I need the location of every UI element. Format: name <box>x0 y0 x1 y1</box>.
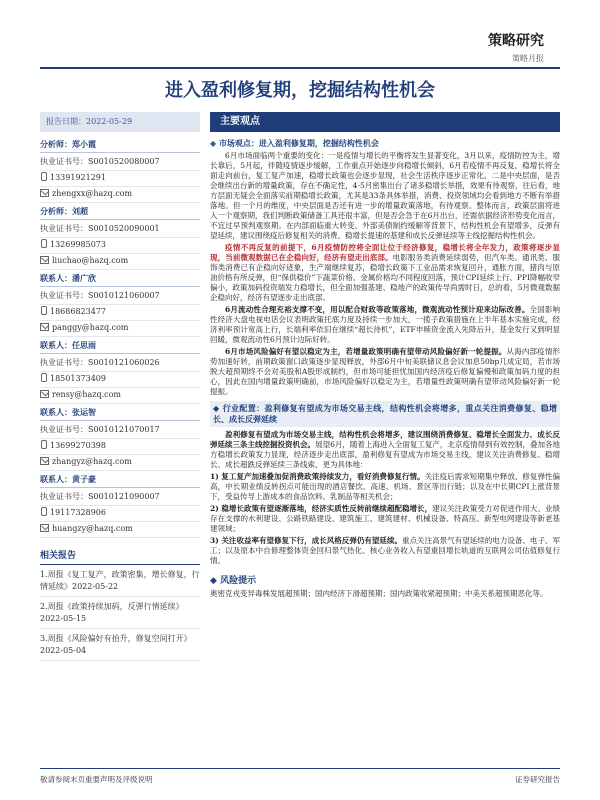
header-rule <box>40 67 560 69</box>
author-email[interactable]: huangzy@hazq.com <box>52 524 133 533</box>
footer-rule <box>40 768 560 769</box>
paragraph: 疫情不再反复的前提下，6月疫情防控将全面让位于经济修复，稳增长将全年发力，政策将逐步显现，当前微观数据已在企稳向好，经济有望走出底部。电影服务类消费延续弱势，但汽车类、通讯类、服饰类消费已有企稳向好迹象，生产端继续复苏，稳增长政策下工业品需求恢复回升，通胀方面，猪肉与原油价格有所反弹，但“保供稳价”下蔬菜价格、金属价格均不同程度回落，预计CPI延续上行、PPI降幅收窄偏小，政策加码投资端发力稳增长，但全面加强基建、稳地产的政策传导尚需时日，总的看，5月微观数据企稳向好，经济有望逐步走出底部。 <box>210 243 561 302</box>
author-license: 执业证书号：S0010121070017 <box>40 423 200 439</box>
author-card <box>40 137 200 203</box>
author-phone-row <box>40 506 200 522</box>
risk-text: 奥密克戎变异毒株发展超预期；国内经济下滑超预期；国内政策收紧超预期；中美关系超预期恶化等。 <box>210 589 548 598</box>
list-item: 2) 稳增长政策有望逐渐落地，经济实质性反转前继续超配稳增长，建议关注政策受力对促进作用大、业绩存在支撑的水利建设、公路铁路建设、建筑施工、建筑建材、机械设备、特高压、新型电网建设等新老基建领域； <box>210 504 560 533</box>
author-email[interactable]: rensy@hazq.com <box>52 390 122 399</box>
author-license: 执业证书号：S0010121090007 <box>40 490 200 506</box>
author-email-row <box>40 455 200 471</box>
author-phone: 13391921291 <box>50 173 106 182</box>
author-role: 分析师：刘超 <box>40 204 200 220</box>
emphasis-text: 疫情不再反复的前提下，6月疫情防控将全面让位于经济修复，稳增长将全年发力，政策将逐步显现，当前微观数据已在企稳向好，经济有望走出底部。 <box>210 243 560 262</box>
author-phone-row <box>40 238 200 254</box>
author-phone-row <box>40 305 200 321</box>
author-sidebar <box>40 137 200 661</box>
author-email-row <box>40 254 200 270</box>
phone-icon <box>41 172 47 181</box>
emphasis-text: 盈利修复有望成为市场交易主线，结构性机会将增多，建议围绕消费修复、稳增长全面发力、成长反弹延续三条主线挖掘投资机会。 <box>210 430 560 449</box>
author-phone: 18686823477 <box>50 307 106 316</box>
author-role: 分析师：郑小霞 <box>40 137 200 153</box>
author-license: 执业证书号：S0010520080007 <box>40 155 200 171</box>
author-role: 联系人：黄子豪 <box>40 472 200 488</box>
section-heading-market: ◆ 市场观点：进入盈利修复期，挖掘结构性机会 <box>210 138 379 148</box>
author-license: 执业证书号：S0010121060007 <box>40 289 200 305</box>
author-license: 执业证书号：S0010520090001 <box>40 222 200 238</box>
triangle-bullet-icon: ◆ <box>210 138 219 148</box>
list-item: 3) 关注收益率有望修复下行，成长风格反弹仍有望延续。重点关注高景气有望延续的电力设备、电子、军工；以及原本中自修理整体资金回归景气热化、核心业务收入有望重回增长轨道的互联网公司估值修复行情。 <box>210 536 560 565</box>
author-email-row <box>40 388 200 404</box>
phone-icon <box>41 373 47 382</box>
author-phone: 13269985073 <box>50 240 106 249</box>
mail-icon <box>40 256 49 264</box>
mail-icon <box>40 323 49 331</box>
paragraph: 6月流动性合理充裕支撑不变，用以配合财政等政策落地，微观流动性预计迎来边际改善。全国影响性经济大盘电视电话会议表明政策托底力度及持续一步加大，一揽子政策措施在上半年基本实施完成，经济利率预计宽高上行，长端利率依旧在继续“超长待机”，ETF申赎资金流入先降后升，基金发行又到明显回暖，微观流动性6月预计边际好转。 <box>210 305 561 344</box>
paragraph: 6月市场风险偏好有望以稳定为主，若增量政策明确有望带动风险偏好新一轮提振。从海内部疫情形势加速好转，前期政策窗口政策逐步显现释放，外部6月中旬美联储议息会议加息50bp几成定局，若市场脱大超预期终不会对美股和A股形成制约，但市场可能担忧加国内经济疫后修复偏慢和政策加码力度的担心，因此在国内增量政策明确前，市场风险偏好以稳定为主，若增量性政策明确有望带动风险偏好新一轮提振。 <box>210 347 561 396</box>
author-card <box>40 338 200 404</box>
emphasis-text: 6月市场风险偏好有望以稳定为主，若增量政策明确有望带动风险偏好新一轮提振。 <box>225 347 507 356</box>
phone-icon <box>41 440 47 449</box>
report-date: 报告日期：2022-05-29 <box>40 112 200 132</box>
author-card <box>40 405 200 471</box>
author-phone: 19117328906 <box>50 508 106 517</box>
main-content <box>210 136 560 599</box>
phone-icon <box>41 239 47 248</box>
triangle-bullet-icon: ◆ <box>213 403 223 413</box>
brand-block <box>488 30 544 64</box>
main-views-heading: 主要观点 <box>210 112 560 132</box>
author-phone-row <box>40 171 200 187</box>
emphasis-text: 6月流动性合理充裕支撑不变，用以配合财政等政策落地，微观流动性预计迎来边际改善。 <box>225 305 530 314</box>
paragraph: 6月市场面临两个重要的变化：一是疫情与增长的平衡将发生显著变化，3月以来，疫情防控为主，增长靠后，5月起，伴随疫情逐步缓解，工作重点开始逐步向稳增长倾斜，6月若疫情不再反复，稳增长将全面走向前台，复工复产加速，稳增长政策也会逐步显现，社会生活秩序逐步正常化，二是中央层面，是否会继续出台新的增量政策，存在不确定性，4-5月密集出台了诸多稳增长举措，效果有待观察，往后看，地方层面无疑会全面落实前期稳增长政策，尤其是33条具体举措，消费、投资领域均会看到地方不断有举措落地。但一个月的维度，中央层面是否还有进一步的增量政策落地，有待观察。整体而言，政策层面将进入一个观察期，我们判断政策储备工具还很丰富，但是否会急于在6月出台，还需依据经济形势变化而言，不宜过早预判观察期。在内部面临重大转变、外部美债制约缓解等背景下，结构性机会有望增多，反弹有望延续，建议围绕疫后修复相关的消费、稳增长提速的基建和成长反弹延续等主线挖掘结构性机会。 <box>210 151 560 240</box>
author-license: 执业证书号：S0010121060026 <box>40 356 200 372</box>
page-title: 进入盈利修复期，挖掘结构性机会 <box>165 80 435 101</box>
footer-disclaimer: 敬请参阅末页重要声明及评级说明 <box>40 775 153 784</box>
phone-icon <box>41 306 47 315</box>
brand-title: 策略研究 <box>488 33 544 49</box>
related-report-link[interactable]: 3.周报《风险偏好有抬升，修复空间打开》2022-05-04 <box>40 629 200 661</box>
footer-label: 证券研究报告 <box>515 775 560 784</box>
author-email[interactable]: zhangyz@hazq.com <box>52 457 132 466</box>
author-email-row <box>40 321 200 337</box>
author-role: 联系人：张运智 <box>40 405 200 421</box>
mail-icon <box>40 457 49 465</box>
paragraph: 盈利修复有望成为市场交易主线，结构性机会将增多，建议围绕消费修复、稳增长全面发力、成长反弹延续三条主线挖掘投资机会。展望6月，随着上海进入全面复工复产，北京疫情得到有效控制，叠加各地方稳增长政策发力显现，经济逐步走出底部，盈利修复有望成为市场交易主线，建议关注消费修复、稳增长、成长超跌反弹延续三条线索，更为具体地： <box>210 430 561 469</box>
author-card <box>40 204 200 270</box>
author-phone: 18501373409 <box>50 374 106 383</box>
author-role: 联系人：任思雨 <box>40 338 200 354</box>
mail-icon <box>40 524 49 532</box>
author-email-row <box>40 187 200 203</box>
phone-icon <box>41 507 47 516</box>
related-report-link[interactable]: 2.周报《政策持续加码，反弹行情延续》2022-05-15 <box>40 597 200 629</box>
triangle-bullet-icon: ◆ <box>210 576 221 586</box>
author-card <box>40 472 200 538</box>
author-phone-row <box>40 372 200 388</box>
author-email[interactable]: zhengxx@hazq.com <box>52 189 133 198</box>
mail-icon <box>40 390 49 398</box>
author-email[interactable]: panggy@hazq.com <box>52 323 129 332</box>
author-card <box>40 271 200 337</box>
related-report-link[interactable]: 1.周报《复工复产，政策密集，增长修复，行情延续》2022-05-22 <box>40 565 200 597</box>
brand-subtitle: 策略月报 <box>512 54 544 63</box>
list-item: 1) 复工复产加速叠加促消费政策持续发力，看好消费修复行情。关注疫后需求短期集中释放、修复弹性偏高，中长期业绩反转拐点可能出现的酒店餐饮、高速、机场、景区等出行链；以及在中长期CPI上涨背景下，受益传导上游成本的食品饮料、乳制品等相关机会； <box>210 472 560 501</box>
author-role: 联系人：潘广欣 <box>40 271 200 287</box>
author-phone-row <box>40 439 200 455</box>
author-email[interactable]: liuchao@hazq.com <box>52 256 129 265</box>
risk-heading: ◆ 风险提示 <box>210 576 257 586</box>
author-phone: 13699270398 <box>50 441 106 450</box>
author-email-row <box>40 522 200 538</box>
section-heading-industry: ◆ 行业配置：盈利修复有望成为市场交易主线，结构性机会将增多，重点关注消费修复、稳增长、成长反弹延续 <box>210 401 560 427</box>
related-reports-heading: 相关报告 <box>40 550 200 565</box>
mail-icon <box>40 189 49 197</box>
